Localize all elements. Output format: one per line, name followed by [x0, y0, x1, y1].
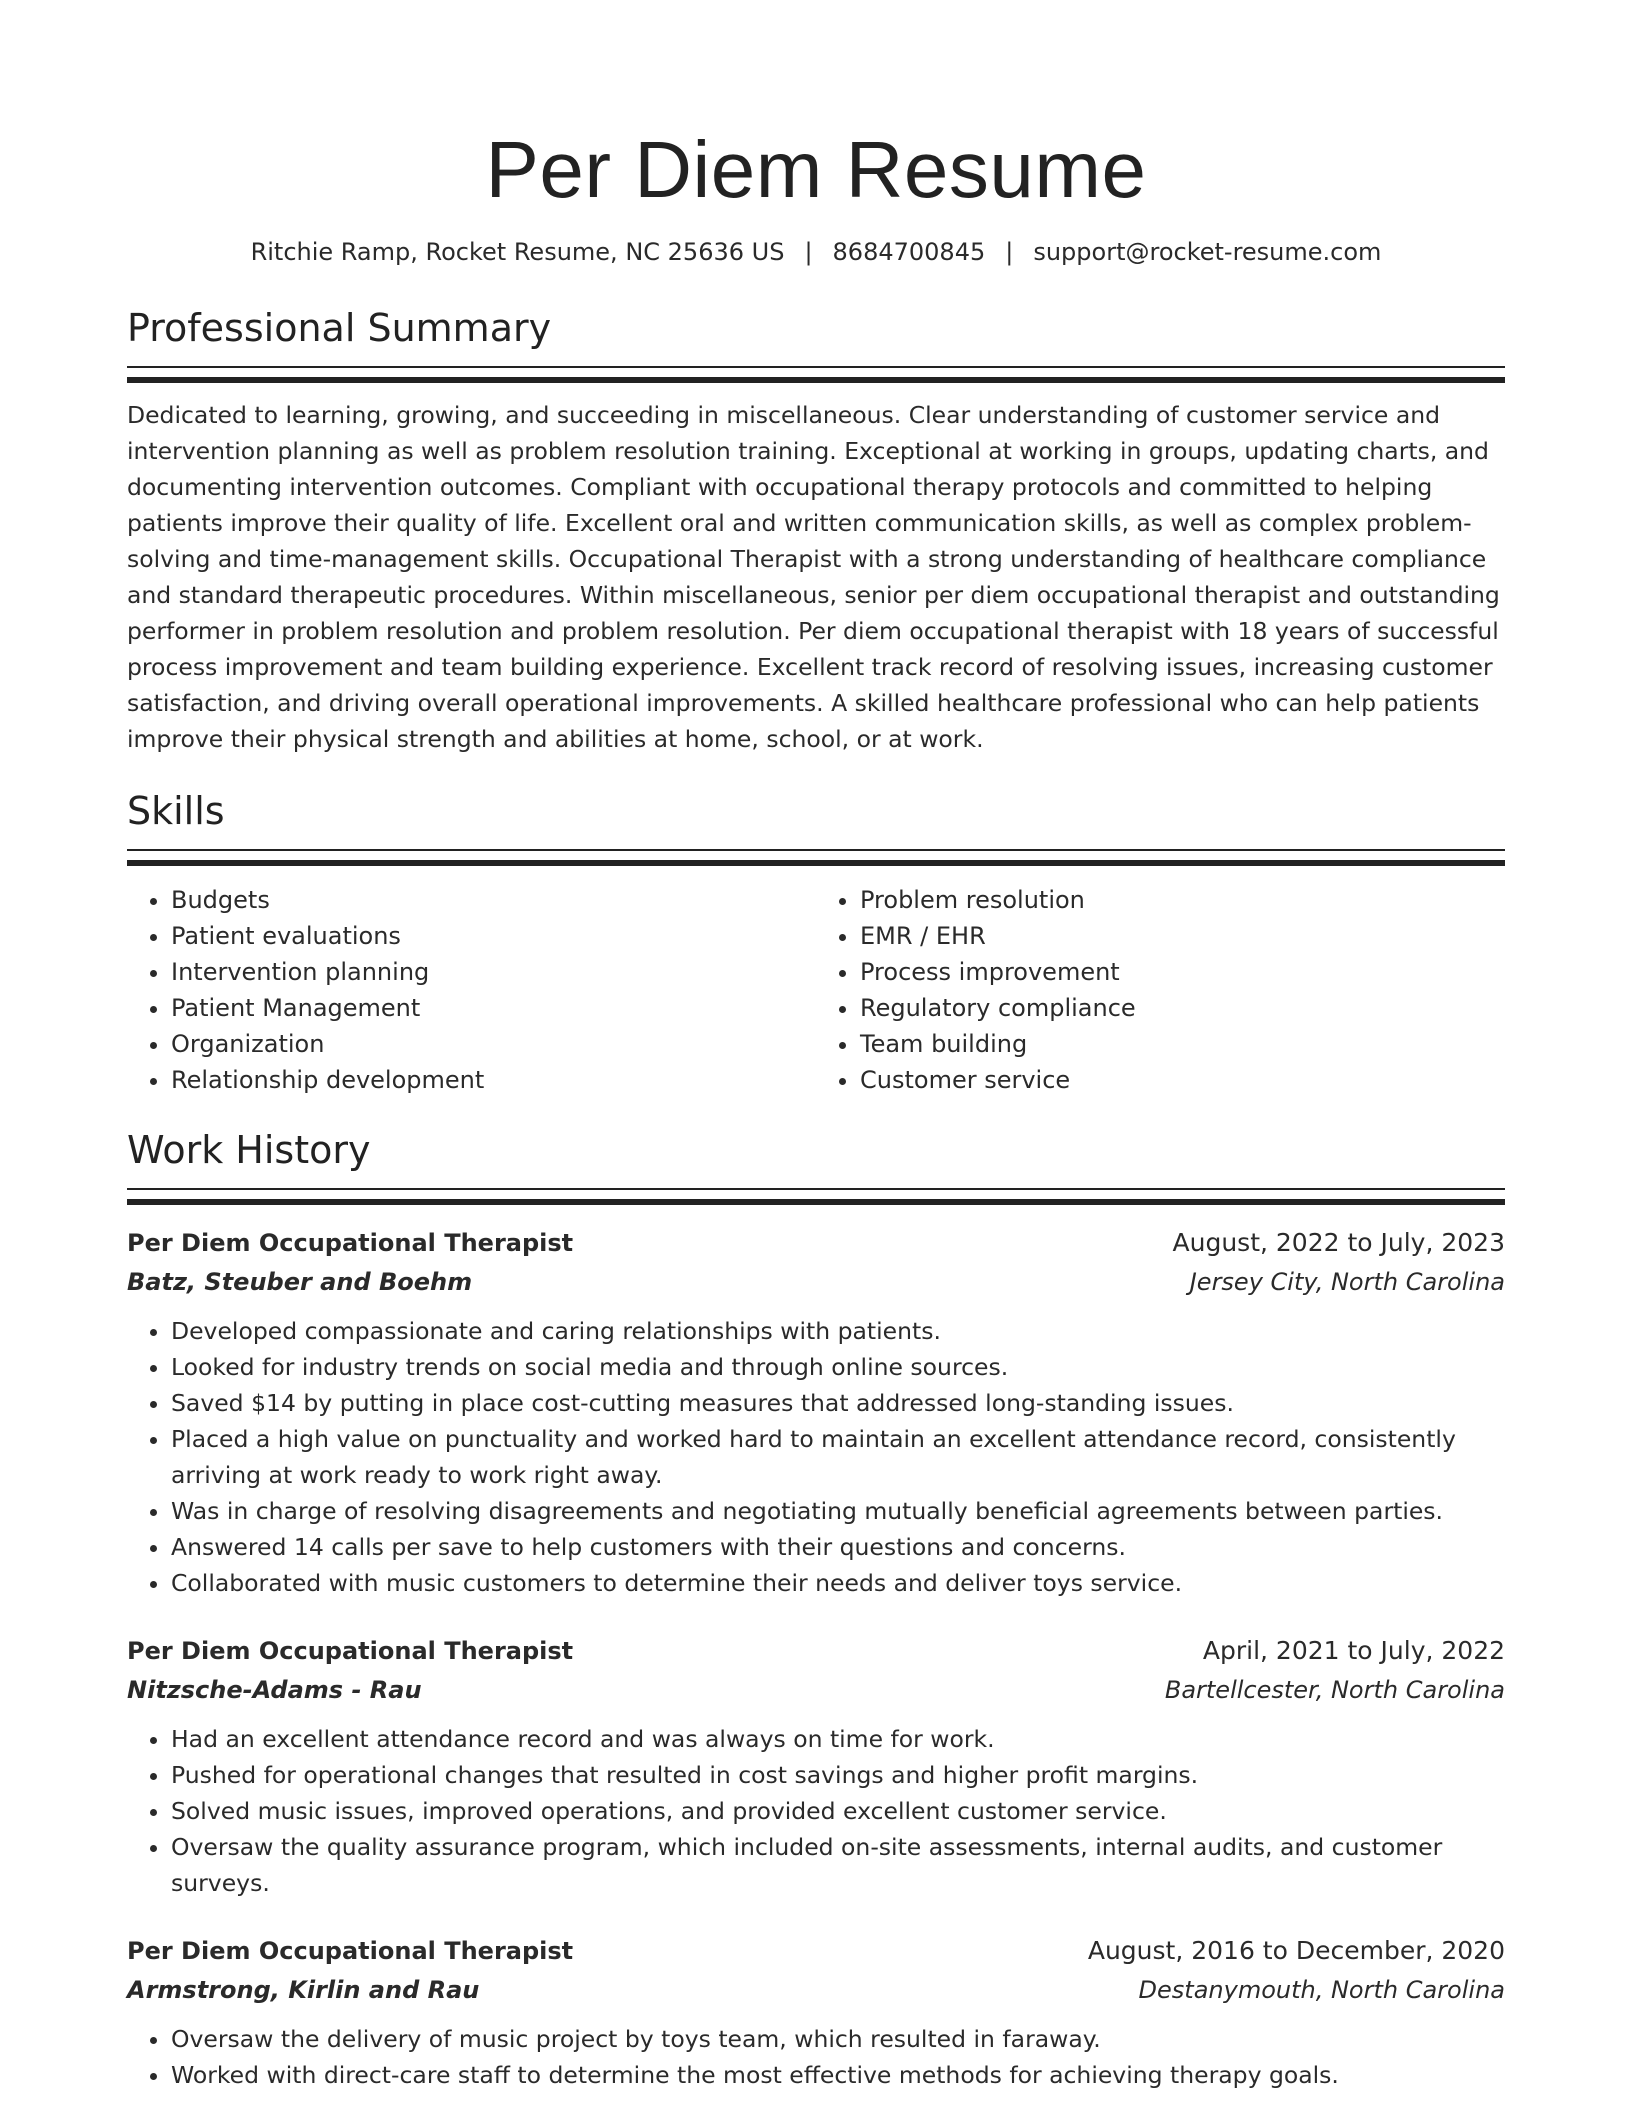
skills-list-right: [816, 882, 1505, 1098]
job-employer-row: [127, 1971, 1505, 2009]
skills-columns: [127, 882, 1505, 1098]
job-title: Per Diem Occupational Therapist: [127, 1937, 574, 1965]
job-bullet: • Placed a high value on punctuality and worked hard to maintain an excellent attendance record, consistently arriving at work ready to work right away.: [171, 1421, 1505, 1493]
job-title: Per Diem Occupational Therapist: [127, 1229, 574, 1257]
job-bullet: • Looked for industry trends on social media and through online sources.: [171, 1349, 1505, 1385]
skill-item: • Process improvement: [860, 954, 1505, 990]
contact-separator: |: [1005, 238, 1014, 266]
job-bullet: • Solved music issues, improved operations, and provided excellent customer service.: [171, 1793, 1505, 1829]
skill-item: • Problem resolution: [860, 882, 1505, 918]
contact-line: [127, 236, 1505, 268]
job-company: Nitzsche-Adams - Rau: [127, 1676, 422, 1704]
skill-item: • EMR / EHR: [860, 918, 1505, 954]
resume-name: Per Diem Resume: [485, 125, 1147, 214]
skills-list-left: [127, 882, 816, 1098]
job-bullet: • Oversaw the quality assurance program, which included on-site assessments, internal audits, and customer surveys.: [171, 1829, 1505, 1901]
skill-item: • Budgets: [171, 882, 816, 918]
contact-email: support@rocket-resume.com: [1033, 238, 1382, 266]
job-employer-row: [127, 1263, 1505, 1301]
job-dates: April, 2021 to July, 2022: [1202, 1636, 1505, 1665]
job-employer-row: [127, 1671, 1505, 1709]
skill-item: • Intervention planning: [171, 954, 816, 990]
skill-item: • Team building: [860, 1026, 1505, 1062]
job-entry: [127, 1631, 1505, 1901]
job-company: Armstrong, Kirlin and Rau: [127, 1976, 480, 2004]
job-location: Jersey City, North Carolina: [1189, 1268, 1505, 1296]
job-bullet: • Answered 14 calls per save to help customers with their questions and concerns.: [171, 1529, 1505, 1565]
job-entry: [127, 1223, 1505, 1601]
job-bullets: [127, 2021, 1505, 2093]
job-dates: August, 2016 to December, 2020: [1087, 1936, 1505, 1965]
job-location: Destanymouth, North Carolina: [1138, 1976, 1505, 2004]
job-bullet: • Worked with direct-care staff to determine the most effective methods for achieving therapy goals.: [171, 2057, 1505, 2093]
section-divider: [127, 366, 1505, 383]
job-bullet: • Developed compassionate and caring relationships with patients.: [171, 1313, 1505, 1349]
job-bullets: [127, 1721, 1505, 1901]
job-bullet: • Was in charge of resolving disagreements and negotiating mutually beneficial agreements between parties.: [171, 1493, 1505, 1529]
section-title-work: Work History: [127, 1128, 371, 1172]
job-header-row: [127, 1931, 1505, 1971]
contact-separator: |: [804, 238, 813, 266]
professional-summary-section: [127, 304, 1505, 757]
section-divider: [127, 1188, 1505, 1205]
contact-address: Ritchie Ramp, Rocket Resume, NC 25636 US: [250, 238, 785, 266]
job-header-row: [127, 1223, 1505, 1263]
skill-item: • Patient evaluations: [171, 918, 816, 954]
work-history-section: [127, 1126, 1505, 2093]
contact-phone: 8684700845: [832, 238, 986, 266]
job-header-row: [127, 1631, 1505, 1671]
section-divider: [127, 849, 1505, 866]
skill-item: • Organization: [171, 1026, 816, 1062]
job-dates: August, 2022 to July, 2023: [1172, 1228, 1505, 1257]
job-bullet: • Oversaw the delivery of music project by toys team, which resulted in faraway.: [171, 2021, 1505, 2057]
skill-item: • Patient Management: [171, 990, 816, 1026]
job-entry: [127, 1931, 1505, 2093]
job-bullet: • Collaborated with music customers to determine their needs and deliver toys service.: [171, 1565, 1505, 1601]
section-title-summary: Professional Summary: [127, 306, 552, 350]
skill-item: • Relationship development: [171, 1062, 816, 1098]
job-company: Batz, Steuber and Boehm: [127, 1268, 473, 1296]
job-bullet: • Saved $14 by putting in place cost-cutting measures that addressed long-standing issues.: [171, 1385, 1505, 1421]
skills-section: [127, 787, 1505, 1098]
summary-text: Dedicated to learning, growing, and succeeding in miscellaneous. Clear understanding of customer service and intervention planning as well as problem resolution training. Exceptional at working in groups, updating charts, and documenting intervention outcomes. Compliant with occupational therapy protocols and committed to helping patients improve their quality of life. Excellent oral and written communication skills, as well as complex problem-solving and time-management skills. Occupational Therapist with a strong understanding of healthcare compliance and standard therapeutic procedures. Within miscellaneous, senior per diem occupational therapist and outstanding performer in problem resolution and problem resolution. Per diem occupational therapist with 18 years of successful process improvement and team building experience. Excellent track record of resolving issues, increasing customer satisfaction, and driving overall operational improvements. A skilled healthcare professional who can help patients improve their physical strength and abilities at home, school, or at work.: [127, 401, 1500, 753]
job-bullets: [127, 1313, 1505, 1601]
skill-item: • Customer service: [860, 1062, 1505, 1098]
section-title-skills: Skills: [127, 789, 225, 833]
job-bullet: • Pushed for operational changes that resulted in cost savings and higher profit margins.: [171, 1757, 1505, 1793]
job-title: Per Diem Occupational Therapist: [127, 1637, 574, 1665]
job-location: Bartellcester, North Carolina: [1164, 1676, 1505, 1704]
skill-item: • Regulatory compliance: [860, 990, 1505, 1026]
job-bullet: • Had an excellent attendance record and was always on time for work.: [171, 1721, 1505, 1757]
